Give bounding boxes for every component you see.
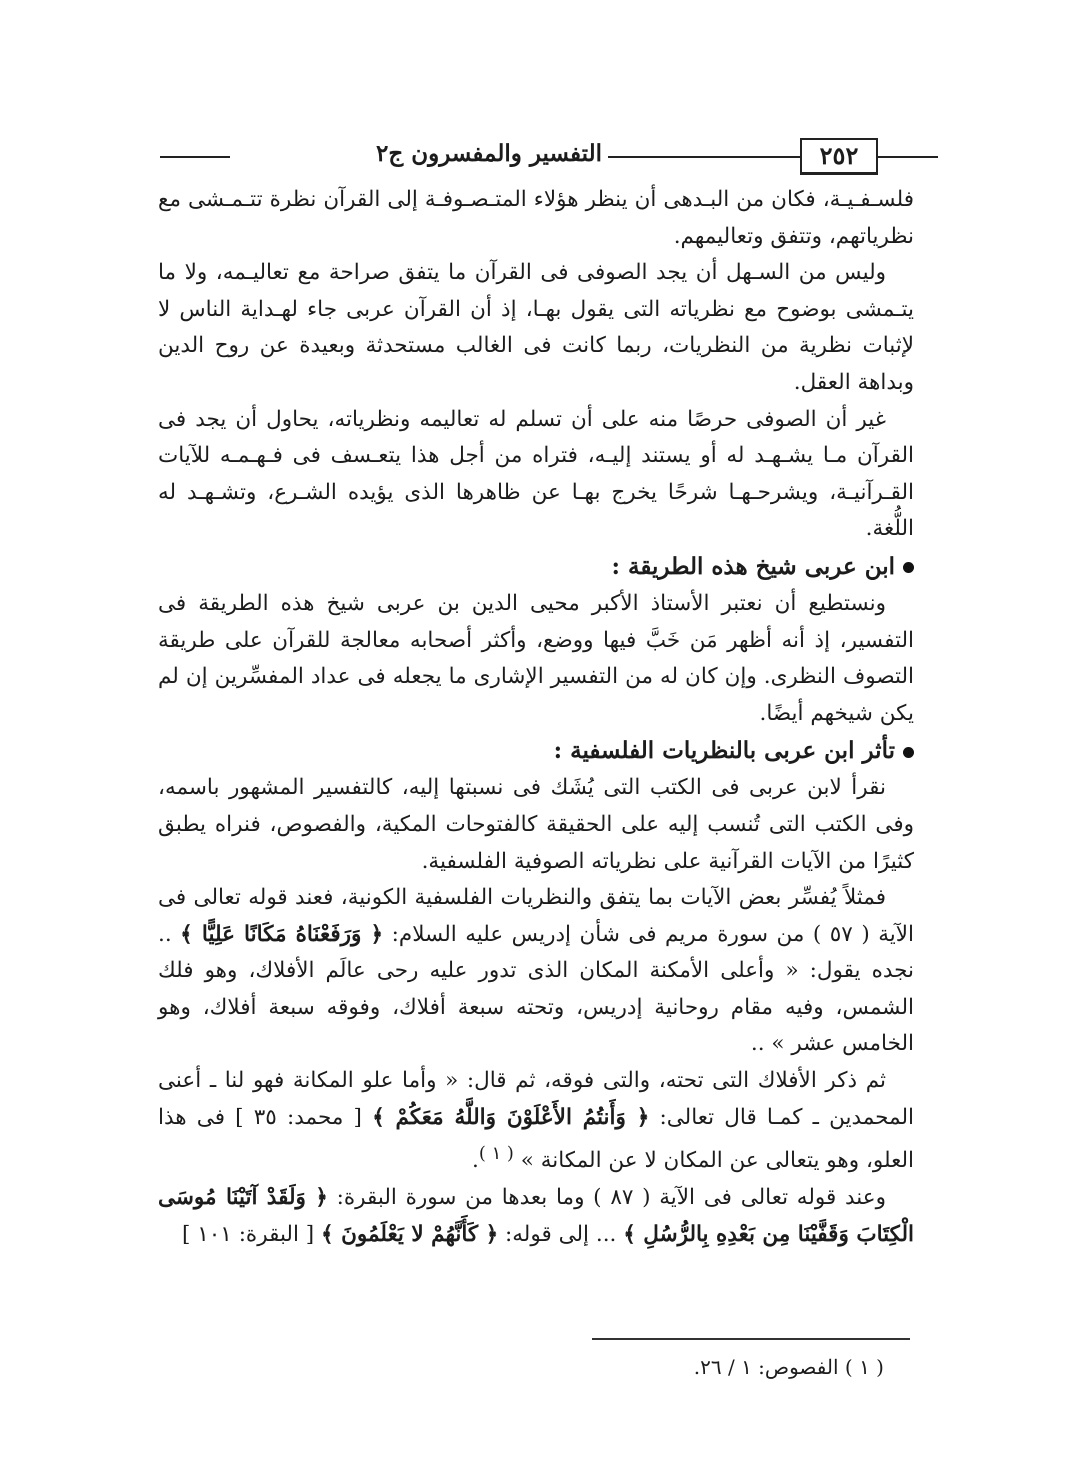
page-body	[158, 182, 914, 1253]
text-run: .	[472, 1148, 479, 1174]
paragraph-1: فلسـفـيـة، فكان من البـدهى أن ينظر هؤلاء المتـصـوفـة إلى القرآن نظرة تتـمـشى مع نظرياتهم، وتتفق وتعاليمهم.	[158, 187, 914, 249]
bullet-icon	[903, 747, 914, 758]
section-heading-text: ابن عربى شيخ هذه الطريقة :	[611, 552, 895, 580]
text-run: فمثلاً يُفسِّر بعض الآيات بما يتفق والنظريات الفلسفية الكونية، فعند قوله تعالى فى الآية ( ٥٧ ) من سورة مريم فى شأن إدريس عليه السلام:	[158, 885, 914, 947]
text-run: وعند قوله تعالى فى الآية ( ٨٧ ) وما بعدها من سورة البقرة:	[327, 1185, 886, 1210]
page-number: ٢٥٢	[800, 138, 878, 175]
running-header	[150, 138, 930, 178]
section-heading-ibn-arabi	[158, 548, 914, 586]
quran-verse: ﴿ وَأَنتُمُ الأَعْلَوْنَ وَاللَّهُ مَعَكُمْ ﴾	[372, 1104, 650, 1130]
header-rule-left	[160, 156, 230, 158]
text-run: ... إلى قوله:	[498, 1221, 624, 1247]
quran-verse: ﴿ وَرَفَعْنَاهُ مَكَانًا عَلِيًّا ﴾	[180, 921, 384, 947]
paragraph-7	[158, 1063, 914, 1180]
text-run: ثم ذكر الأفلاك التى تحته، والتى فوقه، ثم قال: « وأما علو المكانة فهو لنا ـ أعنى المحمدين ـ كمـا قال تعالى:	[158, 1068, 914, 1130]
section-heading-philosophy	[158, 732, 914, 770]
paragraph-6	[158, 880, 914, 1063]
footnote-reference: ( ١ )	[478, 1143, 514, 1165]
header-title: التفسير والمفسرون ج٢	[376, 140, 602, 167]
footnote-divider	[592, 1338, 910, 1340]
paragraph-5: نقرأ لابن عربى فى الكتب التى يُشَك فى نسبتها إليه، كالتفسير المشهور باسمه، وفى الكتب التى تُنسب إليه على الحقيقة كالفتوحات المكية، والفصوص، فنراه يطبق كثيرًا من الآيات القرآنية على نظرياته الصوفية الفلسفية.	[158, 775, 914, 874]
section-heading-text: تأثر ابن عربى بالنظريات الفلسفية :	[553, 737, 895, 765]
quran-verse: ﴿ كَأَنَّهُمْ لا يَعْلَمُونَ ﴾	[321, 1221, 499, 1247]
quran-verse: ﴿ وَلَقَدْ آتَيْنَا مُوسَى الْكِتَابَ وَقَفَّيْنَا مِن بَعْدِهِ بِالرُّسُلِ ﴾	[158, 1185, 914, 1247]
paragraph-4: ونستطيع أن نعتبر الأستاذ الأكبر محيى الدين بن عربى شيخ هذه الطريقة فى التفسير، إذ أنه أظهر مَن خَبَّ فيها ووضع، وأكثر أصحابه معالجة للقرآن على طريقة التصوف النظرى. وإن كان له من التفسير الإشارى ما يجعله فى عداد المفسِّرين إن لم يكن شيخهم أيضًا.	[158, 590, 914, 726]
header-rule-right	[880, 156, 936, 158]
text-run: [ محمد: ٣٥ ] فى هذا العلو، وهو يتعالى عن المكان لا عن المكانة »	[158, 1104, 914, 1174]
text-run: .. نجده يقول: « وأعلى الأمكنة المكان الذى تدور عليه رحى عالَم الأفلاك، وهو فلك الشمس، وفيه مقام روحانية إدريس، وتحته سبعة أفلاك، وفوقه سبعة أفلاك، وهو الخامس عشر » ..	[158, 921, 914, 1057]
bullet-icon	[903, 562, 914, 573]
footnote: ( ١ ) الفصوص: ١ / ٢٦.	[693, 1355, 884, 1379]
paragraph-8	[158, 1180, 914, 1253]
text-run: [ البقرة: ١٠١ ]	[181, 1221, 322, 1247]
paragraph-2: وليس من السـهل أن يجد الصوفى فى القرآن ما يتفق صراحة مع تعاليـمه، ولا ما يتـمشى بوضوح مع نظرياته التى يقول بهـا، إذ أن القرآن عربى جاء لهـداية الناس لا لإثبات نظرية من النظريات، ربما كانت فى الغالب مستحدثة وبعيدة عن روح الدين وبداهة العقل.	[158, 260, 914, 395]
paragraph-3: غير أن الصوفى حرصًا منه على أن تسلم له تعاليمه ونظرياته، يحاول أن يجد فى القرآن مـا يشـهـد له أو يستند إليـه، فتراه من أجل هذا يتعـسف فى فـهـمـه للآيات القـرآنيـة، ويشرحـهـا شرحًا يخرج بهـا عن ظاهرها الذى يؤيده الشـرع، وتشـهـد له اللُّغة.	[158, 406, 914, 542]
